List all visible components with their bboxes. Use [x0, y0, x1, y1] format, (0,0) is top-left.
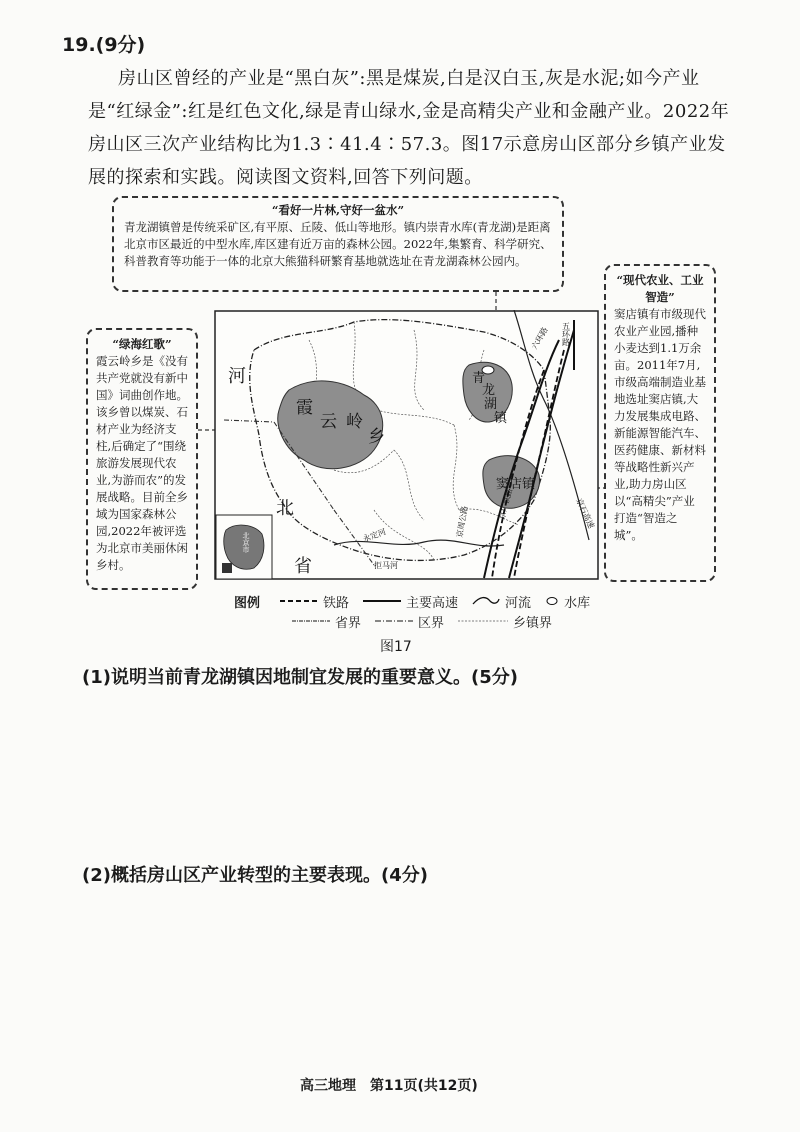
legend-railway-symbol: [280, 598, 318, 604]
legend-reservoir-symbol: [545, 596, 559, 606]
sub-question-2: (2)概括房山区产业转型的主要表现。(4分): [82, 865, 428, 886]
legend-river-symbol: [472, 596, 500, 606]
label-xiayun-3: 岭: [346, 412, 363, 432]
figure-label: 图17: [380, 639, 412, 655]
legend-river: 河流: [505, 595, 532, 611]
callout-doudian-title: “现代农业、工业智造”: [616, 273, 704, 304]
callout-qinglonghu-title: “看好一片林,守好一盆水”: [271, 203, 405, 217]
map-legend: [234, 591, 604, 631]
label-qinglong-2: 龙: [482, 383, 496, 398]
label-qinglong-4: 镇: [494, 411, 508, 426]
label-xiayun-4: 乡: [368, 427, 385, 447]
label-xiayun-2: 云: [320, 412, 337, 432]
callout-xiayunling: [86, 328, 198, 590]
callout-xiayunling-body: 霞云岭乡是《没有共产党就没有新中国》词曲创作地。该乡曾以煤炭、石材产业为经济支柱,后确定了“围绕旅游发展现代农业,为游而农”的发展战略。目前全乡域为国家森林公园,2022年被评选为北京市美丽休闲乡村。: [96, 354, 188, 572]
callout-xiayunling-title: “绿海红歌”: [112, 337, 172, 351]
legend-province: 省界: [335, 615, 362, 631]
sub-question-1: (1)说明当前青龙湖镇因地制宜发展的重要意义。(5分): [82, 667, 518, 688]
question-number: 19.(9分): [62, 34, 146, 56]
callout-qinglonghu-body: 青龙湖镇曾是传统采矿区,有平原、丘陵、低山等地形。镇内崇青水库(青龙湖)是距离北京市区最近的中型水库,库区建有近万亩的森林公园。2022年,集繁育、科学研究、科普教育等功能于一体的北京大熊猫科研繁育基地就选址在青龙湖森林公园内。: [124, 220, 552, 268]
legend-province-symbol: [292, 618, 330, 624]
legend-town: 乡镇界: [513, 615, 553, 631]
callout-doudian-body: 窦店镇有市级现代农业产业园,播种小麦达到1.1万余亩。2011年7月,市级高端制造业基地选址窦店镇,大力发展集成电路、新能源智能汽车、医药健康、新材料等战略性新兴产业,助力房山区以“高精尖”产业打造“智造之城”。: [614, 307, 706, 542]
callout-doudian: [604, 264, 716, 582]
legend-district: 区界: [418, 615, 445, 631]
label-hebei-1: 河: [228, 366, 246, 387]
callout-qinglonghu: [112, 196, 564, 292]
label-hebei-2: 北: [276, 498, 294, 519]
label-xiayun-1: 霞: [296, 398, 313, 418]
fangshan-map: [214, 310, 599, 580]
legend-title: 图例: [234, 595, 261, 611]
page-footer: 高三地理 第11页(共12页): [300, 1078, 478, 1094]
question-intro: 房山区曾经的产业是“黑白灰”:黑是煤炭,白是汉白玉,灰是水泥;如今产业是“红绿金”:红是红色文化,绿是青山绿水,金是高精尖产业和金融产业。2022年房山区三次产业结构比为1.3∶41.4∶57.3。图17示意房山区部分乡镇产业发展的探索和实践。阅读图文资料,回答下列问题。: [88, 68, 730, 188]
label-juma: 拒马河: [374, 561, 398, 570]
legend-highway-symbol: [363, 598, 401, 604]
legend-highway: 主要高速: [406, 595, 459, 611]
legend-district-symbol: [375, 618, 413, 624]
label-doudian: 窦店镇: [496, 477, 536, 492]
legend-reservoir: 水库: [564, 595, 591, 611]
label-jingshi: 京石高速: [574, 497, 596, 530]
label-jinggang: 京广铁路: [497, 487, 515, 521]
label-jingzhou: 京周公路: [455, 505, 470, 539]
legend-town-symbol: [458, 618, 508, 624]
label-inset: 北京市: [242, 532, 250, 553]
label-qinglong-1: 青: [472, 371, 486, 386]
legend-railway: 铁路: [323, 595, 350, 611]
label-hebei-3: 省: [294, 556, 312, 577]
label-yongding: 永定河: [361, 527, 388, 544]
label-qinglong-3: 湖: [484, 397, 498, 412]
label-ring6: 六环路: [529, 325, 550, 351]
label-ring5: 五环路: [561, 322, 571, 346]
